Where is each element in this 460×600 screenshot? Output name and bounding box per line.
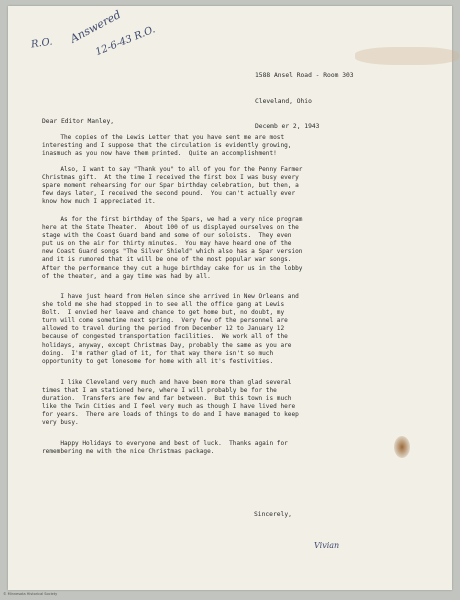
paragraph-line: doing. I'm rather glad of it, for that way there isn't so much xyxy=(42,349,274,357)
paragraph-line: inasmuch as you now have them printed. Quite an accomplishment! xyxy=(42,150,277,158)
paper-stain xyxy=(355,47,459,65)
letter-date: Decemb er 2, 1943 xyxy=(255,123,320,131)
paragraph-line: Also, I want to say "Thank you" to all of you for the Penny Farmer xyxy=(42,166,303,173)
paragraph-6 xyxy=(42,440,432,456)
paragraph-line: like the Twin Cities and I feel very much as though I have lived here xyxy=(42,403,296,411)
paragraph-line: very busy. xyxy=(42,419,79,427)
paragraph-line: I have just heard from Helen since she arrived in New Orleans and xyxy=(42,293,299,300)
paragraph-line: turn will come sometime next spring. Very few of the personnel are xyxy=(42,317,288,325)
paragraph-line: few days later, I received the second pound. You can't actually ever xyxy=(42,190,296,198)
letter-page xyxy=(8,6,452,590)
paragraph-line: Bolt. I envied her leave and chance to get home but, no doubt, my xyxy=(42,309,285,317)
paragraph-line: know how much I appreciated it. xyxy=(42,198,156,206)
paragraph-line: she told me she had stopped in to see all the office gang at Lewis xyxy=(42,301,285,309)
paragraph-line: times that I am stationed here, where I will probably be for the xyxy=(42,387,277,395)
address-line-street: 1588 Ansel Road - Room 303 xyxy=(255,72,354,80)
paragraph-line: new Coast Guard songs "The Silver Shield" which also has a Spar version xyxy=(42,248,303,256)
address-line-city: Cleveland, Ohio xyxy=(255,97,312,105)
paragraph-line: because of congested transportation facilities. We work all of the xyxy=(42,333,288,341)
paragraph-line: The copies of the Lewis Letter that you have sent me are most xyxy=(42,134,285,141)
paragraph-line: for years. There are loads of things to do and I have managed to keep xyxy=(42,411,299,419)
paragraph-line: As for the first birthday of the Spars, we had a very nice program xyxy=(42,216,303,223)
signature: Vivian xyxy=(314,541,340,550)
handwritten-initial: R.O. xyxy=(30,36,54,51)
paragraph-line: remembering me with the nice Christmas package. xyxy=(42,448,215,456)
paragraph-2 xyxy=(42,166,432,206)
paragraph-1 xyxy=(42,134,432,158)
salutation: Dear Editor Manley, xyxy=(42,118,115,125)
paragraph-line: of the theater, and a gay time was had by all. xyxy=(42,272,211,280)
paragraph-3 xyxy=(42,216,432,281)
paragraph-line: interesting and I suppose that the circulation is evidently growing, xyxy=(42,142,292,150)
paragraph-line: put us on the air for thirty minutes. You may have heard one of the xyxy=(42,240,292,248)
archive-credit: © Minnesota Historical Society xyxy=(3,592,58,596)
paragraph-line: Christmas gift. At the time I received the first box I was busy every xyxy=(42,174,299,182)
paragraph-4 xyxy=(42,293,432,366)
paragraph-line: Happy Holidays to everyone and best of luck. Thanks again for xyxy=(42,440,288,447)
paragraph-5 xyxy=(42,379,432,428)
paragraph-line: duration. Transfers are few and far between. But this town is much xyxy=(42,395,292,403)
paragraph-line: and it is rumored that it will be one of the most popular war songs. xyxy=(42,256,292,264)
closing: Sincerely, xyxy=(254,511,292,518)
paragraph-line: here at the State Theater. About 100 of us displayed ourselves on the xyxy=(42,224,299,232)
handwritten-answered-date: 12-6-43 R.O. xyxy=(94,24,157,59)
paragraph-line: I like Cleveland very much and have been more than glad several xyxy=(42,379,292,386)
handwritten-answered-note: Answered xyxy=(68,7,124,46)
paragraph-line: After the performance they cut a huge birthday cake for us in the lobby xyxy=(42,264,303,272)
paragraph-line: holidays, anyway, except Christmas Day, probably the same as you are xyxy=(42,341,292,349)
paragraph-line: spare moment rehearsing for our Spar birthday celebration, but then, a xyxy=(42,182,299,190)
paragraph-line: opportunity to get lonesome for home with all it's festivities. xyxy=(42,357,274,365)
paragraph-line: stage with the Coast Guard band and some of our soloists. They even xyxy=(42,232,292,240)
paragraph-line: allowed to travel during the period from December 12 to January 12 xyxy=(42,325,285,333)
